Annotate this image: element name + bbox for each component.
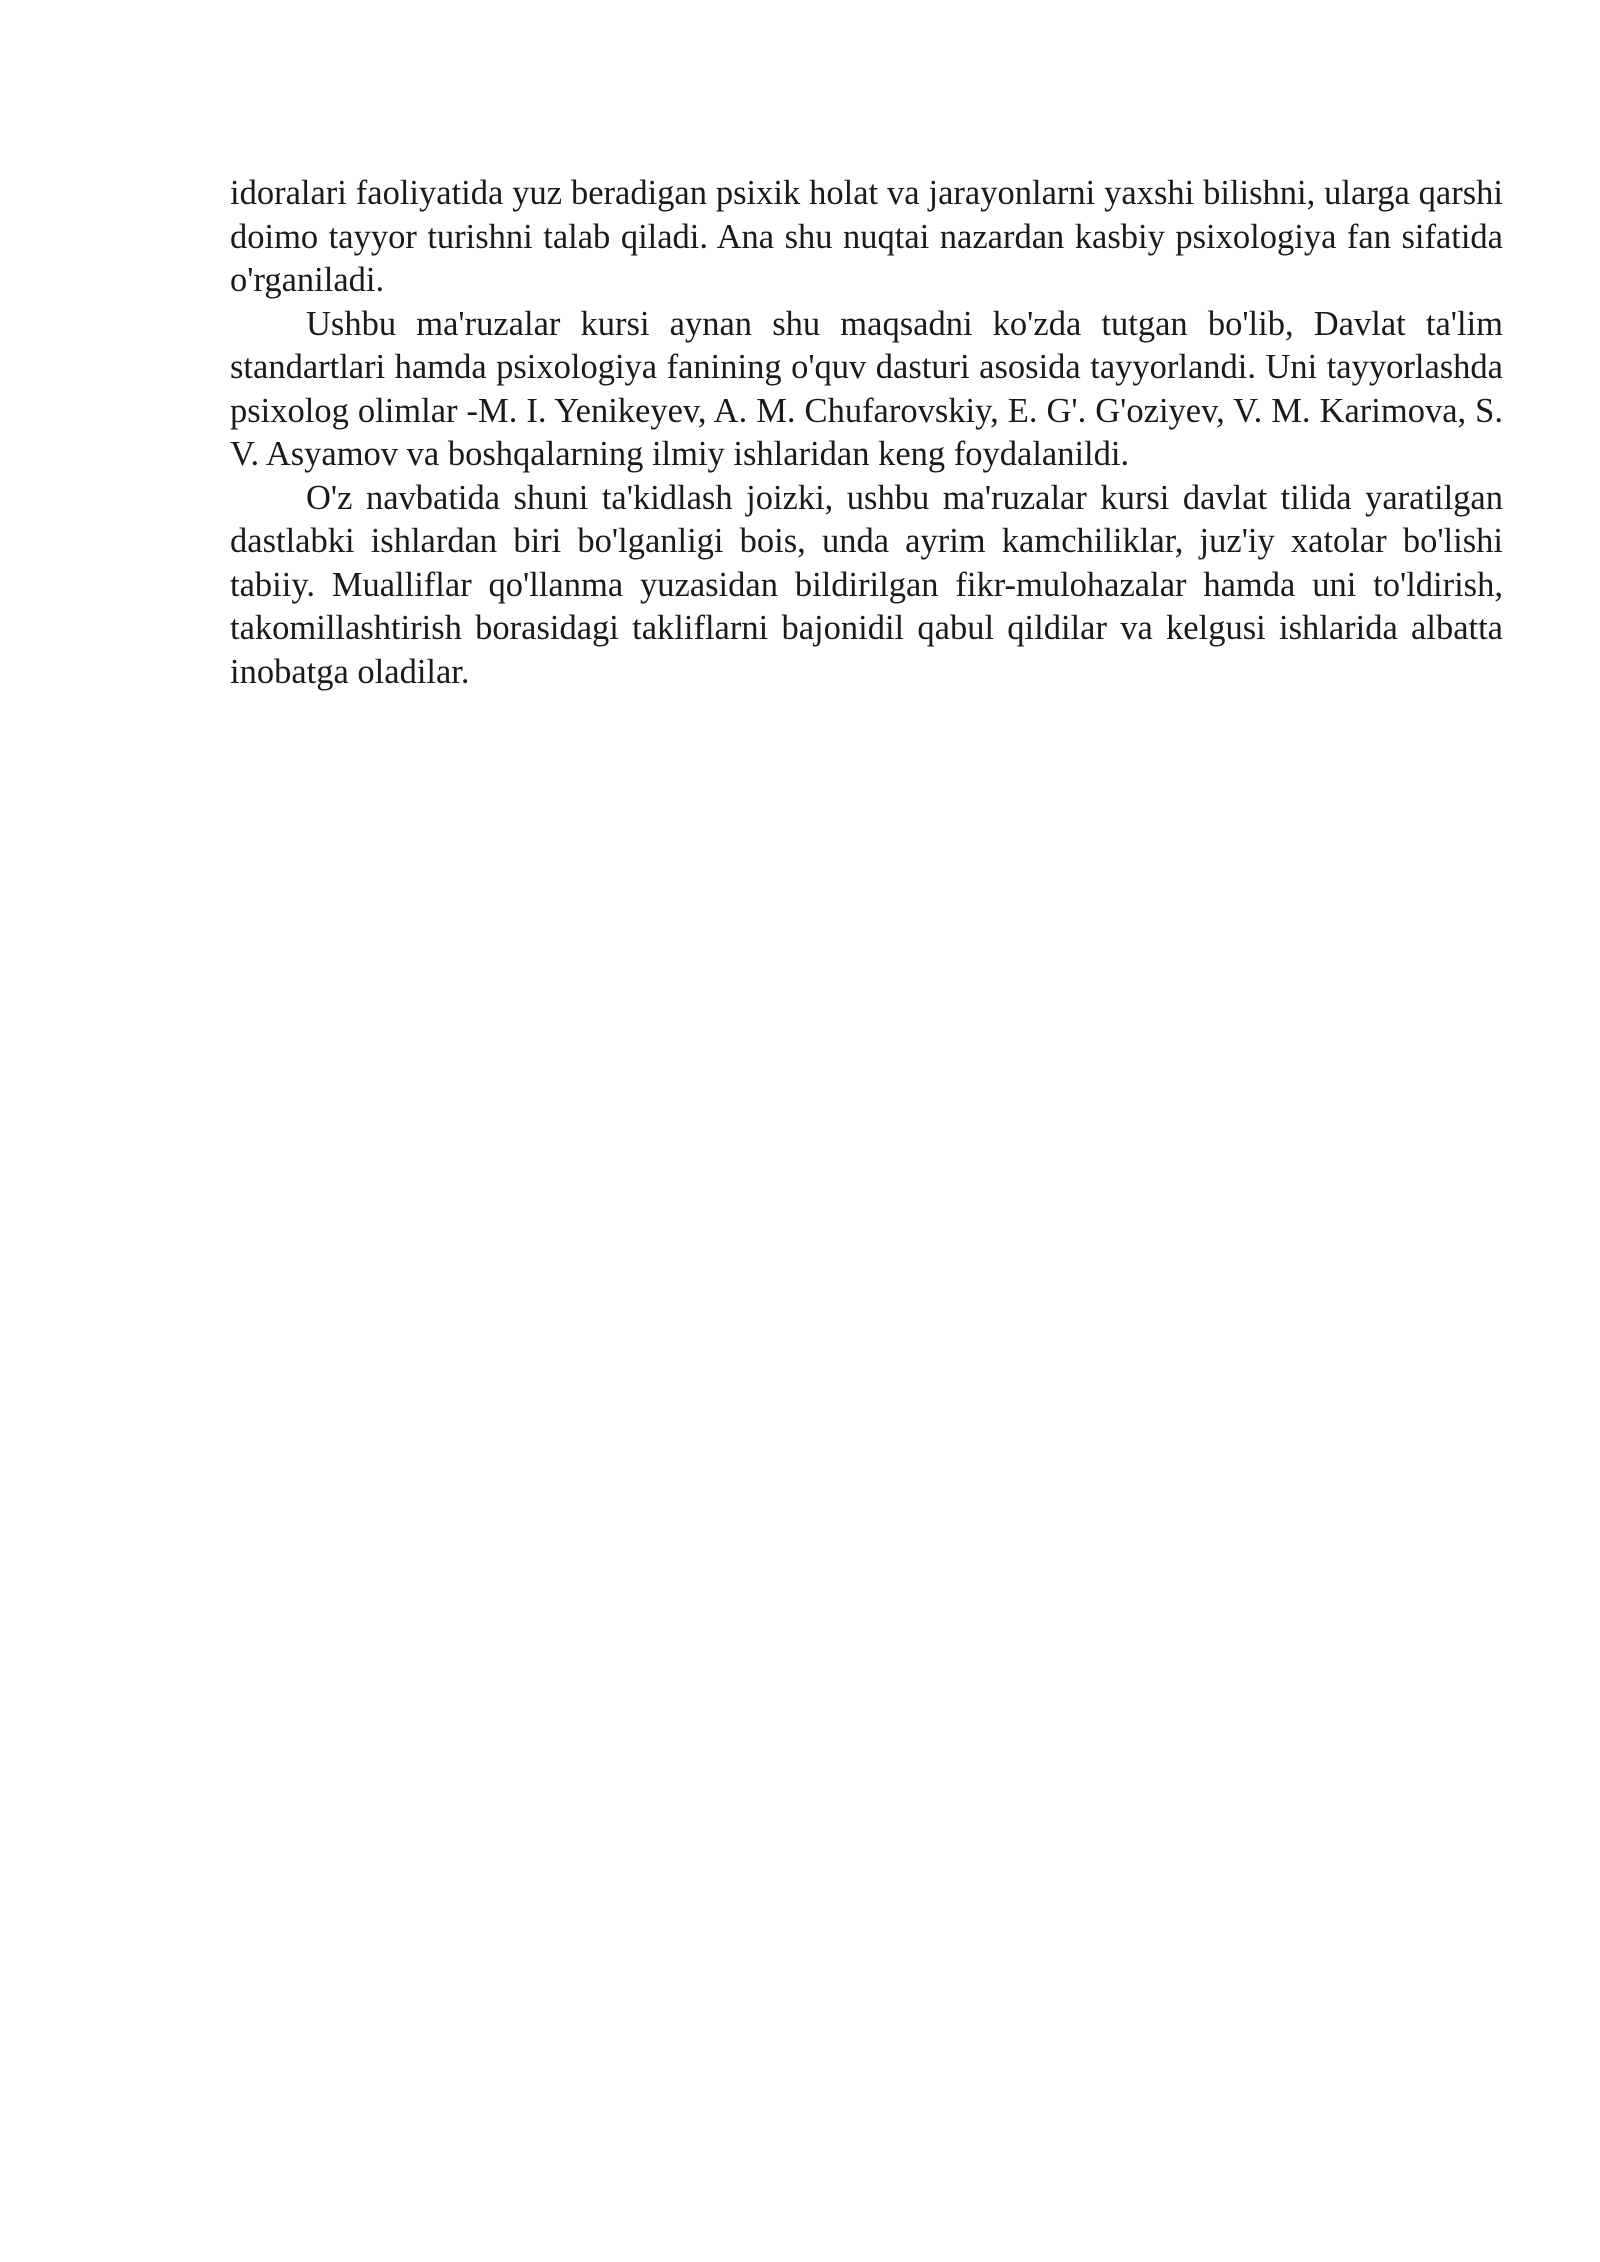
body-text (230, 172, 1503, 694)
paragraph-authors-note: O'z navbatida shuni ta'kidlash joizki, ushbu ma'ruzalar kursi davlat tilida yaratilgan dastlabki ishlardan biri bo'lganligi bois, unda ayrim kamchiliklar, juz'iy xatolar bo'lishi tabiiy. Mualliflar qo'llanma yuzasidan bildirilgan fikr-mulohazalar hamda uni to'ldirish, takomillashtirish borasidagi takliflarni bajonidil qabul qildilar va kelgusi ishlarida albatta inobatga oladilar. (230, 478, 1503, 691)
paragraph-continuation: idoralari faoliyatida yuz beradigan psixik holat va jarayonlarni yaxshi bilishni, ularga qarshi doimo tayyor turishni talab qiladi. Ana shu nuqtai nazardan kasbiy psixologiya fan sifatida o'rganiladi. (230, 174, 1503, 299)
paragraph-course-purpose: Ushbu ma'ruzalar kursi aynan shu maqsadni ko'zda tutgan bo'lib, Davlat ta'lim standartlari hamda psixologiya fanining o'quv dasturi asosida tayyorlandi. Uni tayyorlashda psixolog olimlar -M. I. Yenikeyev, A. M. Chufarovskiy, E. G'. G'oziyev, V. M. Karimova, S. V. Asyamov va boshqalarning ilmiy ishlaridan keng foydalanildi. (230, 304, 1503, 473)
